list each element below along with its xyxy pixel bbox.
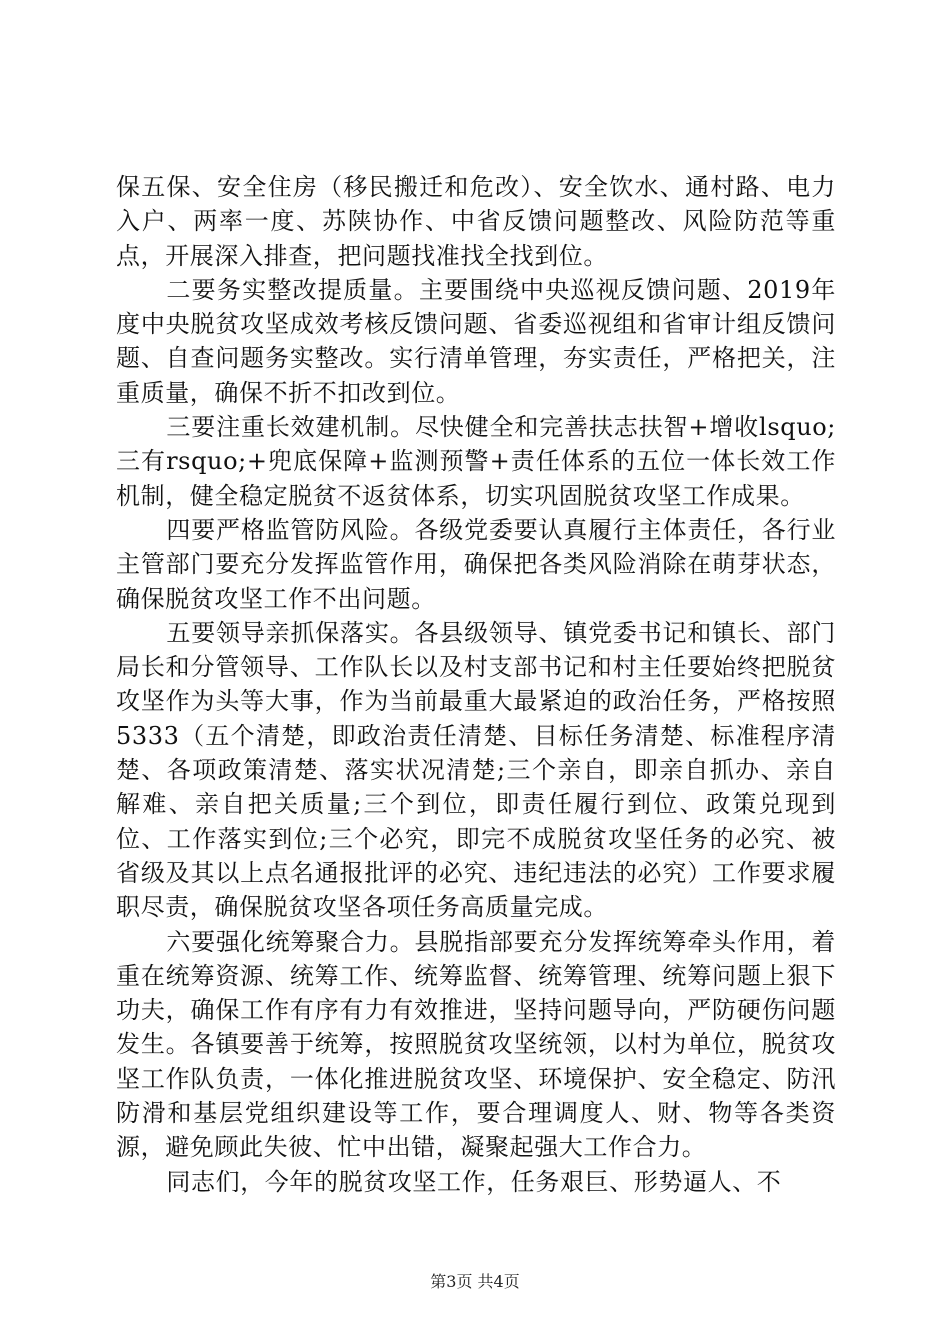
page-number-footer: 第3页 共4页 xyxy=(430,1272,520,1291)
document-body xyxy=(116,170,836,1199)
paragraph-continuation: 保五保、安全住房（移民搬迁和危改）、安全饮水、通村路、电力入户、两率一度、苏陕协作、中省反馈问题整改、风险防范等重点，开展深入排查，把问题找准找全找到位。 xyxy=(116,173,836,270)
paragraph-point-four: 四要严格监管防风险。各级党委要认真履行主体责任，各行业主管部门要充分发挥监管作用，确保把各类风险消除在萌芽状态，确保脱贫攻坚工作不出问题。 xyxy=(116,515,836,613)
paragraph-point-six: 六要强化统筹聚合力。县脱指部要充分发挥统筹牵头作用，着重在统筹资源、统筹工作、统筹监督、统筹管理、统筹问题上狠下功夫，确保工作有序有力有效推进，坚持问题导向，严防硬伤问题发生。各镇要善于统筹，按照脱贫攻坚统领，以村为单位，脱贫攻坚工作队负责，一体化推进脱贫攻坚、环境保护、安全稳定、防汛防滑和基层党组织建设等工作，要合理调度人、财、物等各类资源，避免顾此失彼、忙中出错，凝聚起强大工作合力。 xyxy=(116,927,836,1162)
paragraph-point-three: 三要注重长效建机制。尽快健全和完善扶志扶智+增收lsquo;三有rsquo;+兜底保障+监测预警+责任体系的五位一体长效工作机制，健全稳定脱贫不返贫体系，切实巩固脱贫攻坚工作成果。 xyxy=(116,413,836,510)
paragraph-closing: 同志们，今年的脱贫攻坚工作，任务艰巨、形势逼人、不 xyxy=(166,1167,782,1196)
paragraph-point-two: 二要务实整改提质量。主要围绕中央巡视反馈问题、2019年度中央脱贫攻坚成效考核反馈问题、省委巡视组和省审计组反馈问题、自查问题务实整改。实行清单管理，夯实责任，严格把关，注重质量，确保不折不扣改到位。 xyxy=(116,275,836,407)
paragraph-point-five: 五要领导亲抓保落实。各县级领导、镇党委书记和镇长、部门局长和分管领导、工作队长以及村支部书记和村主任要始终把脱贫攻坚作为头等大事，作为当前最重大最紧迫的政治任务，严格按照5333（五个清楚，即政治责任清楚、目标任务清楚、标准程序清楚、各项政策清楚、落实状况清楚;三个亲自，即亲自抓办、亲自解难、亲自把关质量;三个到位，即责任履行到位、政策兑现到位、工作落实到位;三个必究，即完不成脱贫攻坚任务的必究、被省级及其以上点名通报批评的必究、违纪违法的必究）工作要求履职尽责，确保脱贫攻坚各项任务高质量完成。 xyxy=(116,618,836,922)
